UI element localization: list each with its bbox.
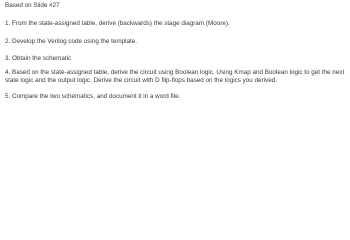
list-item: 3. Obtain the schematic [5, 55, 72, 62]
document-body [0, 0, 350, 105]
list-item: 5. Compare the two schematics, and document it in a word file. [5, 93, 181, 100]
list-item: 2. Develop the Verilog code using the template. [5, 38, 137, 45]
list-item: 4. Based on the state-assigned table, derive the circuit using Boolean logic. Using Kmap and Boolean logic to get the next state logic and the output logic. Derive the circuit with D flip-flops based on the logics you derived. [5, 69, 345, 84]
intro-text: Based on Slide #27 [5, 2, 60, 9]
list-item: 1. From the state-assigned table, derive (backwards) the stage diagram (Moore). [5, 20, 230, 27]
